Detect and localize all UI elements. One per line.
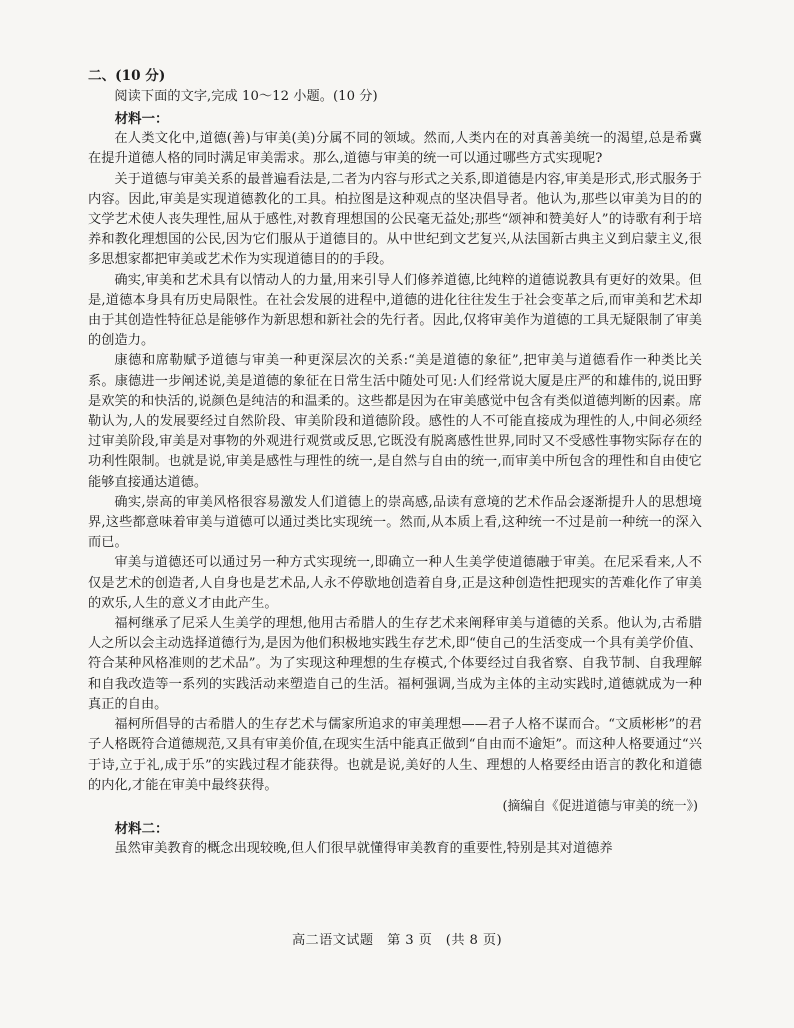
material-1-paragraph-4: 康德和席勒赋予道德与审美一种更深层次的关系:“美是道德的象征”,把审美与道德看作一种类比关系。康德进一步阐述说,美是道德的象征在日常生活中随处可见:人们经常说大厦是庄严的和雄伟的,说田野是欢笑的和快活的,说颜色是纯洁的和温柔的。这些都是因为在审美感觉中包含有类似道德判断的因素。席勒认为,人的发展要经过自然阶段、审美阶段和道德阶段。感性的人不可能直接成为理性的人,中间必须经过审美阶段,审美是对事物的外观进行观赏或反思,它既没有脱离感性世界,同时又不受感性事物实际存在的功利性限制。也就是说,审美是感性与理性的统一,是自然与自由的统一,而审美中所包含的理性和自由使它能够直接通达道德。: [88, 353, 702, 490]
material-1-paragraph-7: 福柯继承了尼采人生美学的理想,他用古希腊人的生存艺术来阐释审美与道德的关系。他认为,古希腊人之所以会主动选择道德行为,是因为他们积极地实践生存艺术,即“使自己的生活变成一个具有美学价值、符合某种风格准则的艺术品”。为了实现这种理想的生存模式,个体要经过自我省察、自我节制、自我理解和自我改造等一系列的实践活动来塑造自己的生活。福柯强调,当成为主体的主动实践时,道德就成为一种真正的自由。: [88, 616, 702, 712]
material-1-paragraph-2: 关于道德与审美关系的最普遍看法是,二者为内容与形式之关系,即道德是内容,审美是形式,形式服务于内容。因此,审美是实现道德教化的工具。柏拉图是这种观点的坚决倡导者。他认为,那些以审美为目的的文学艺术使人丧失理性,屈从于感性,对教育理想国的公民毫无益处;那些“颂神和赞美好人”的诗歌有利于培养和教化理想国的公民,因为它们服从于道德目的。从中世纪到文艺复兴,从法国新古典主义到启蒙主义,很多思想家都把审美或艺术作为实现道德目的的手段。: [88, 171, 702, 268]
page-content: [88, 66, 702, 860]
material-1-paragraph-5: 确实,崇高的审美风格很容易激发人们道德上的崇高感,品读有意境的艺术作品会逐渐提升人的思想境界,这些都意味着审美与道德可以通过类比实现统一。然而,从本质上看,这种统一不过是前一种统一的深入而已。: [88, 494, 702, 551]
material-1-source: (摘编自《促进道德与审美的统一》): [502, 798, 698, 814]
material-1-paragraph-1: 在人类文化中,道德(善)与审美(美)分属不同的领域。然而,人类内在的对真善美统一的渴望,总是希冀在提升道德人格的同时满足审美需求。那么,道德与审美的统一可以通过哪些方式实现呢?: [88, 131, 702, 167]
material-2-label: 材料二：: [114, 820, 169, 837]
material-2-paragraph-1: 虽然审美教育的概念出现较晚,但人们很早就懂得审美教育的重要性,特别是其对道德养: [114, 841, 613, 857]
material-1-label: 材料一：: [114, 110, 169, 127]
page-footer: 高二语文试题 第 3 页 (共 8 页): [291, 933, 503, 948]
material-1-paragraph-6: 审美与道德还可以通过另一种方式实现统一,即确立一种人生美学使道德融于审美。在尼采看来,人不仅是艺术的创造者,人自身也是艺术品,人永不停歇地创造着自身,正是这种创造性把现实的苦难化作了审美的欢乐,人生的意义才由此产生。: [88, 555, 702, 611]
material-1-paragraph-8: 福柯所倡导的古希腊人的生存艺术与儒家所追求的审美理想——君子人格不谋而合。“文质彬彬”的君子人格既符合道德规范,又具有审美价值,在现实生活中能真正做到“自由而不逾矩”。而这种人格要通过“兴于诗,立于礼,成于乐”的实践过程才能获得。也就是说,美好的人生、理想的人格要经由语言的教化和道德的内化,才能在审美中最终获得。: [88, 717, 702, 793]
section-header: 二、(10 分): [88, 68, 166, 84]
material-1-paragraph-3: 确实,审美和艺术具有以情动人的力量,用来引导人们修养道德,比纯粹的道德说教具有更好的效果。但是,道德本身具有历史局限性。在社会发展的进程中,道德的进化往往发生于社会变革之后,而审美和艺术却由于其创造性特征总是能够作为新思想和新社会的先行者。因此,仅将审美作为道德的工具无疑限制了审美的创造力。: [88, 272, 702, 349]
reading-instruction: 阅读下面的文字,完成 10～12 小题。(10 分): [114, 88, 378, 104]
